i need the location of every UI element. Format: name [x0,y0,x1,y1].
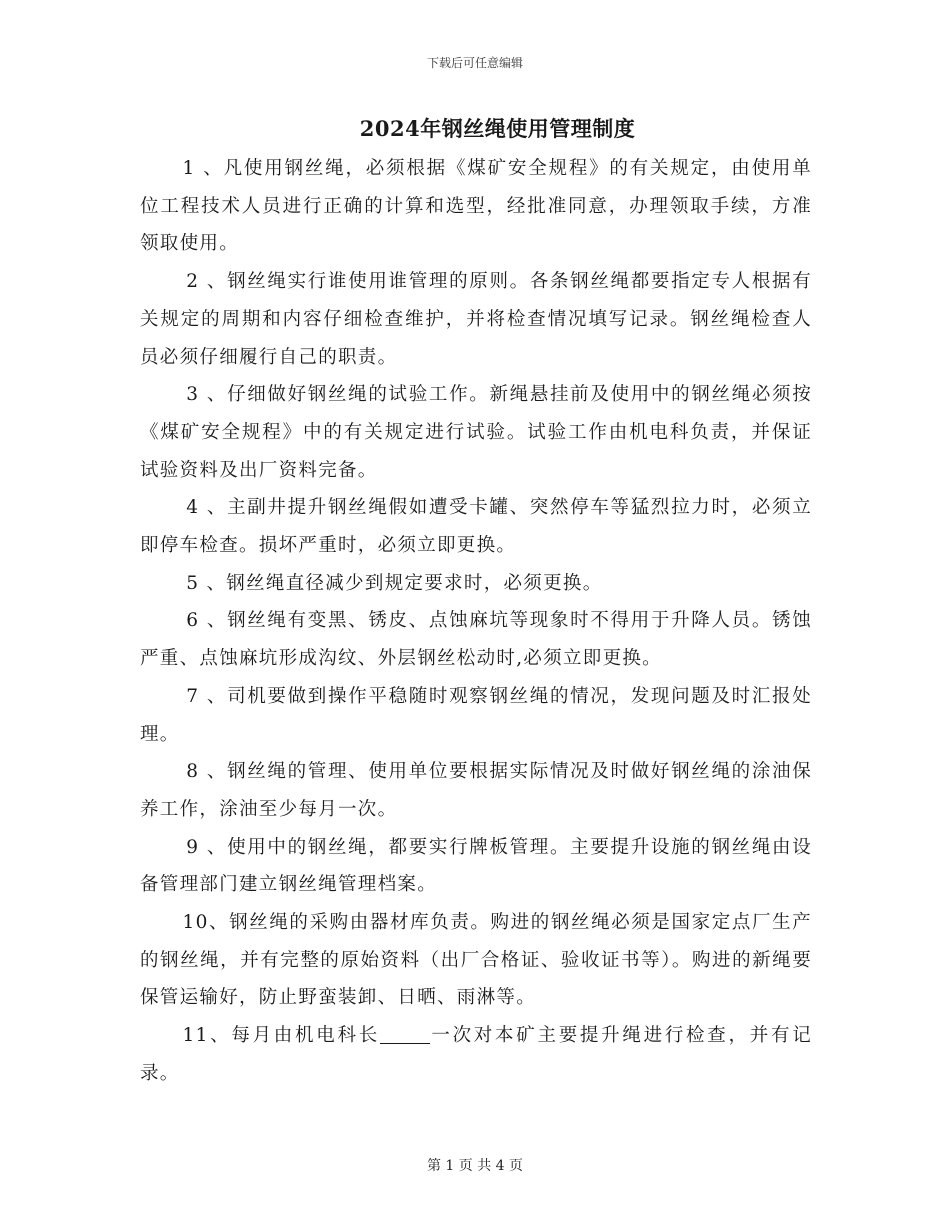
header-note: 下载后可任意编辑 [426,56,523,70]
paragraph-11-tail: 一次对本矿主要提升绳进行检查，并有记录。 [140,1025,812,1084]
paragraph-8: 8 、钢丝绳的管理、使用单位要根据实际情况及时做好钢丝绳的涂油保养工作，涂油至少每月一次。 [140,761,812,820]
paragraph-2: 2 、钢丝绳实行谁使用谁管理的原则。各条钢丝绳都要指定专人根据有关规定的周期和内容仔细检查维护，并将检查情况填写记录。钢丝绳检查人员必须仔细履行自己的职责。 [140,271,812,368]
paragraph-5: 5 、钢丝绳直径减少到规定要求时，必须更换。 [186,572,603,594]
document-title: 2024年钢丝绳使用管理制度 [359,116,636,141]
paragraph-6: 6 、钢丝绳有变黑、锈皮、点蚀麻坑等现象时不得用于升降人员。锈蚀严重、点蚀麻坑形成沟纹、外层钢丝松动时,必须立即更换。 [140,610,812,670]
paragraph-10: 10、钢丝绳的采购由器材库负责。购进的钢丝绳必须是国家定点厂生产的钢丝绳，并有完整的原始资料（出厂合格证、验收证书等）。购进的新绳要保管运输好，防止野蛮装卸、日晒、雨淋等。 [140,912,812,1009]
paragraph-9: 9 、使用中的钢丝绳，都要实行牌板管理。主要提升设施的钢丝绳由设备管理部门建立钢丝绳管理档案。 [140,836,812,896]
fill-in-blank [380,1025,430,1045]
paragraph-1: 1 、凡使用钢丝绳，必须根据《煤矿安全规程》的有关规定，由使用单位工程技术人员进行正确的计算和选型，经批准同意，办理领取手续，方准领取使用。 [140,158,812,255]
paragraph-11 [140,1017,812,1092]
paragraph-7: 7 、司机要做到操作平稳随时观察钢丝绳的情况，发现问题及时汇报处理。 [140,685,812,745]
page-number: 第 1 页 共 4 页 [426,1158,524,1174]
paragraph-3: 3 、仔细做好钢丝绳的试验工作。新绳悬挂前及使用中的钢丝绳必须按《煤矿安全规程》中的有关规定进行试验。试验工作由机电科负责，并保证试验资料及出厂资料完备。 [140,384,812,481]
paragraph-4: 4 、主副井提升钢丝绳假如遭受卡罐、突然停车等猛烈拉力时，必须立即停车检查。损坏严重时，必须立即更换。 [140,497,812,557]
paragraph-11-lead: 11、每月由机电科长 [182,1025,380,1047]
document-body [140,150,812,1093]
